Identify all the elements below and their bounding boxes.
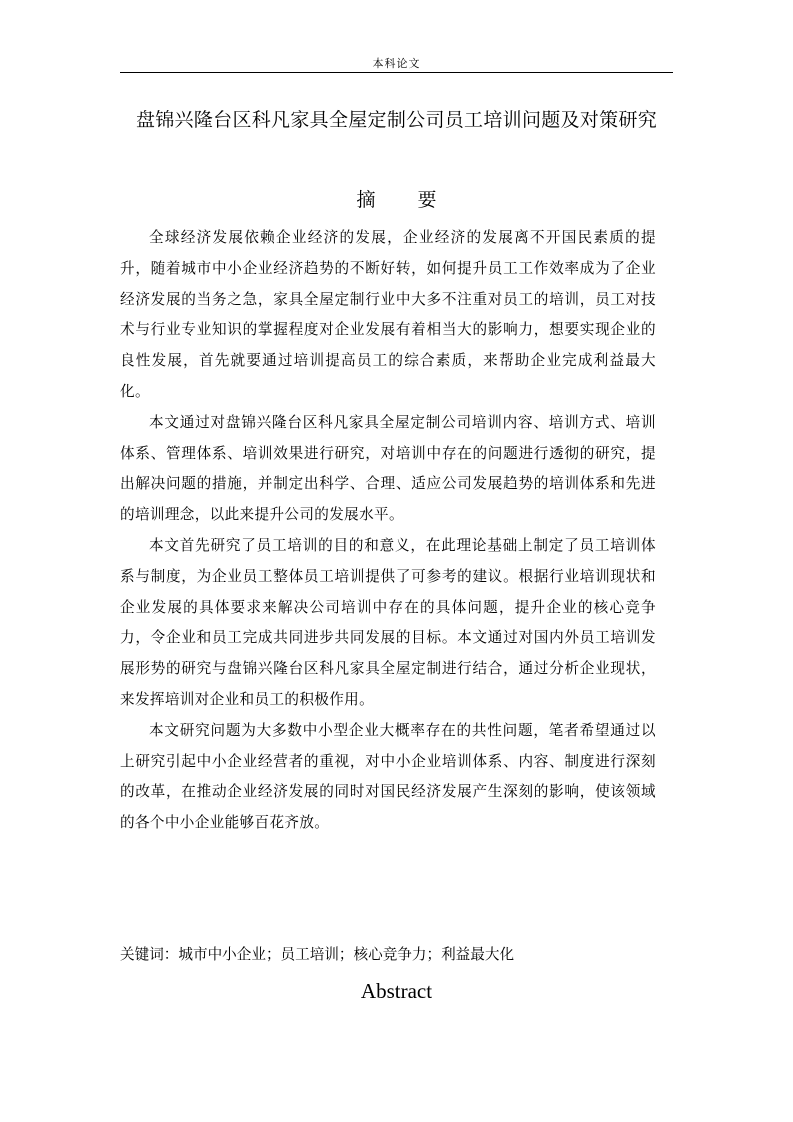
abstract-paragraph-2: 本文通过对盘锦兴隆台区科凡家具全屋定制公司培训内容、培训方式、培训体系、管理体系、培训效果进行研究，对培训中存在的问题进行透彻的研究，提出解决问题的措施，并制定出科学、合理、适应公司发展趋势的培训体系和先进的培训理念，以此来提升公司的发展水平。 [120, 413, 656, 524]
paper-title: 盘锦兴隆台区科凡家具全屋定制公司员工培训问题及对策研究 [135, 109, 658, 131]
abstract-paragraph-4: 本文研究问题为大多数中小型企业大概率存在的共性问题，笔者希望通过以上研究引起中小企业经营者的重视，对中小企业培训体系、内容、制度进行深刻的改革，在推动企业经济发展的同时对国民经济发展产生深刻的影响，使该领域的各个中小企业能够百花齐放。 [120, 721, 656, 832]
abstract-paragraph-1: 全球经济发展依赖企业经济的发展，企业经济的发展离不开国民素质的提升，随着城市中小企业经济趋势的不断好转，如何提升员工工作效率成为了企业经济发展的当务之急，家具全屋定制行业中大多不注重对员工的培训，员工对技术与行业专业知识的掌握程度对企业发展有着相当大的影响力，想要实现企业的良性发展，首先就要通过培训提高员工的综合素质，来帮助企业完成利益最大化。 [120, 229, 656, 400]
header-rule [120, 72, 673, 73]
abstract-body [120, 223, 656, 839]
keywords-line: 关键词：城市中小企业；员工培训；核心竞争力；利益最大化 [120, 946, 515, 963]
abstract-paragraph-3: 本文首先研究了员工培训的目的和意义，在此理论基础上制定了员工培训体系与制度，为企业员工整体员工培训提供了可参考的建议。根据行业培训现状和企业发展的具体要求来解决公司培训中存在的具体问题，提升企业的核心竞争力，令企业和员工完成共同进步共同发展的目标。本文通过对国内外员工培训发展形势的研究与盘锦兴隆台区科凡家具全屋定制进行结合，通过分析企业现状，来发挥培训对企业和员工的积极作用。 [120, 536, 656, 708]
abstract-en-heading: Abstract [360, 979, 433, 1003]
abstract-heading: 摘 要 [356, 189, 455, 211]
running-header: 本科论文 [372, 57, 421, 70]
